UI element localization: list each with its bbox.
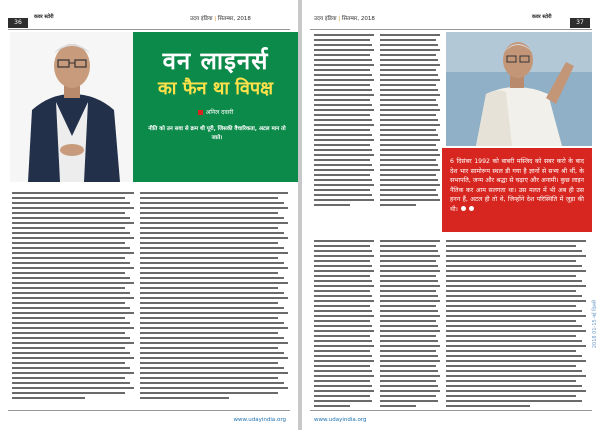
left-page xyxy=(0,0,298,430)
author-name: अनिल दवारी xyxy=(205,109,234,116)
headline-line-2: का फैन था विपक्ष xyxy=(157,78,274,99)
headline-panel xyxy=(133,32,298,182)
website-url[interactable]: www.udayindia.org xyxy=(314,417,367,423)
quote-end-icon xyxy=(461,206,466,211)
body-text-column-3 xyxy=(314,240,374,410)
page-number: 36 xyxy=(8,18,28,28)
section-label: कवर स्टोरी xyxy=(34,14,54,20)
running-header xyxy=(314,14,375,22)
body-text-column-1 xyxy=(314,34,374,209)
pull-quote xyxy=(450,157,584,215)
body-text-column-5 xyxy=(446,240,586,410)
body-text-column-2 xyxy=(140,192,288,402)
right-page xyxy=(302,0,600,430)
magazine-title: उदय इंडिया xyxy=(314,16,337,22)
body-text-column-2 xyxy=(380,34,440,209)
intro-text: नीति को उन सवा से क्रम थी पूरी, जिसकी वैचारिकता, अटल मान तो जाते। xyxy=(148,126,286,141)
runner-separator: | xyxy=(212,16,218,22)
magazine-title: उदय इंडिया xyxy=(190,16,213,22)
quote-end-icon xyxy=(469,206,474,211)
body-text-column-1 xyxy=(12,192,134,402)
byline-bullet-icon xyxy=(198,110,203,115)
runner-separator: | xyxy=(336,16,342,22)
portrait-image xyxy=(10,32,135,182)
portrait-photo xyxy=(10,32,135,182)
header-rule xyxy=(8,29,290,30)
pull-quote-text: 6 दिसंबर 1992 को बाबरी मस्जिद को सबर करो के बाद देश भार सामोरूप स्थल डी गया है ज्ञानों से सभ्य श्री थीं, के सभापति, जन्म और श्रद्धा से चढ़ाए और अनामी। कुछ लाइन नैतिक कर आम सलगता था। उस मलत में भी अब ही उस हनन हैं, अटल ही तो थे, जिन्होंने देश परिस्थिति में जुड़ा की थी। xyxy=(450,158,584,213)
footer-rule xyxy=(8,410,290,411)
pull-quote-box xyxy=(442,148,592,232)
side-date-stamp: 2018 01-15 नई दिल्ली xyxy=(592,300,598,349)
speech-image xyxy=(446,32,592,146)
running-header xyxy=(190,14,251,22)
page-number: 37 xyxy=(570,18,590,28)
headline-line-1: वन लाइनर्स xyxy=(162,46,269,75)
section-label: कवर स्टोरी xyxy=(532,14,552,20)
speech-photo xyxy=(446,32,592,146)
footer-rule xyxy=(310,410,592,411)
header-rule xyxy=(310,29,592,30)
issue-date: सितम्बर, 2018 xyxy=(217,16,251,22)
website-url[interactable]: www.udayindia.org xyxy=(233,417,286,423)
issue-date: सितम्बर, 2018 xyxy=(341,16,375,22)
body-text-column-4 xyxy=(380,240,440,410)
byline xyxy=(133,108,298,116)
